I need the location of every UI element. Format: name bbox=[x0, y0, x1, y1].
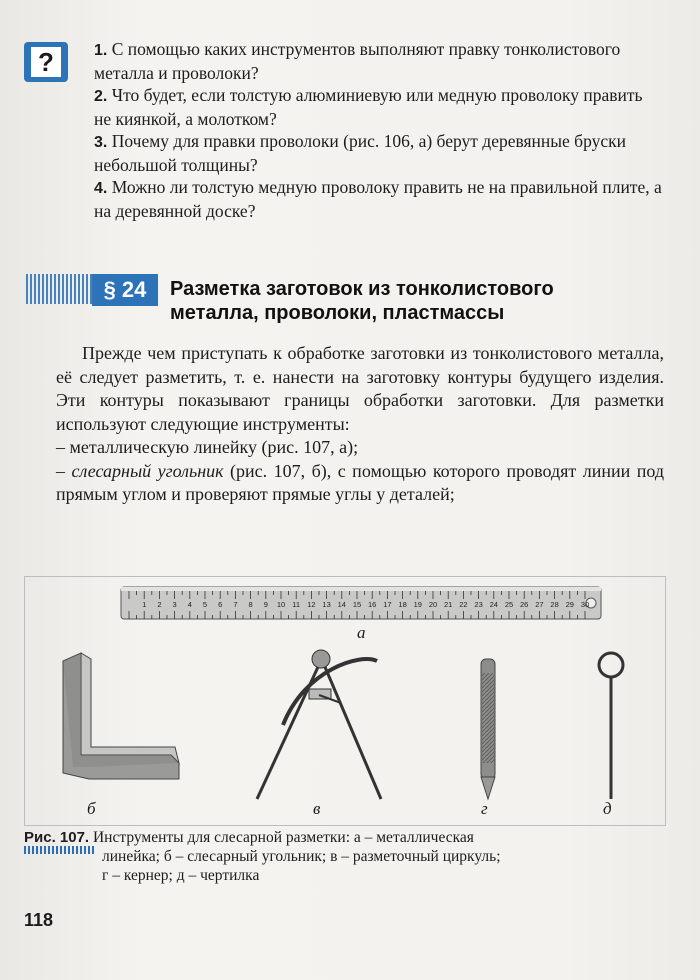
ruler-tick-label: 21 bbox=[444, 600, 453, 609]
ruler-tick-label: 5 bbox=[202, 600, 208, 609]
ruler-tick-label: 4 bbox=[187, 600, 192, 609]
question-mark-icon: ? bbox=[24, 42, 68, 82]
label-scriber: д bbox=[603, 799, 612, 818]
ruler-tick-label: 23 bbox=[474, 600, 483, 609]
question-1: 1. С помощью каких инструментов выполняют правку тонколистового металла и проволоки? bbox=[94, 39, 621, 83]
intro-paragraph: Прежде чем приступать к обработке заготовки из тонколистового металла, её следует разметить, т. е. нанести на заготовку контуры будущего изделия. Эти контуры показывают границы обработки заготовки. Для разметки используют следующие инструменты: bbox=[56, 343, 664, 434]
list-item-ruler: – металлическую линейку (рис. 107, а); bbox=[56, 437, 359, 457]
question-3: 3. Почему для правки проволоки (рис. 106, а) берут деревянные бруски небольшой толщины? bbox=[94, 131, 626, 175]
review-questions bbox=[94, 38, 662, 222]
ruler-tick-label: 1 bbox=[142, 600, 147, 609]
tools-illustration bbox=[25, 577, 665, 825]
metal-ruler bbox=[121, 587, 601, 619]
section-body bbox=[56, 342, 664, 507]
center-punch bbox=[481, 659, 495, 799]
ruler-tick-label: 22 bbox=[459, 600, 468, 609]
section-title: Разметка заготовок из тонколистового металла, проволоки, пластмассы bbox=[170, 278, 554, 324]
engineers-square bbox=[63, 653, 179, 779]
question-2: 2. Что будет, если толстую алюминиевую или медную проволоку править не киянкой, а молотком? bbox=[94, 85, 643, 129]
ruler-tick-label: 9 bbox=[263, 600, 268, 609]
page-number: 118 bbox=[24, 910, 54, 930]
ruler-tick-label: 16 bbox=[368, 600, 377, 609]
list-item-square: – слесарный угольник (рис. 107, б), с помощью которого проводят линии под прямым углом и проверяют прямые углы у деталей; bbox=[56, 460, 664, 504]
ruler-tick-label: 7 bbox=[233, 600, 238, 609]
label-punch: г bbox=[481, 799, 488, 818]
ruler-tick-label: 6 bbox=[218, 600, 223, 609]
ruler-tick-label: 29 bbox=[565, 600, 574, 609]
ruler-tick-label: 28 bbox=[550, 600, 559, 609]
label-ruler: а bbox=[357, 623, 366, 642]
ruler-tick-label: 8 bbox=[248, 600, 253, 609]
section-decor-bar bbox=[26, 274, 96, 304]
ruler-tick-label: 24 bbox=[489, 600, 498, 609]
ruler-tick-label: 10 bbox=[276, 600, 286, 609]
ruler-tick-label: 13 bbox=[322, 600, 331, 609]
ruler-tick-label: 11 bbox=[292, 600, 301, 609]
ruler-tick-label: 18 bbox=[398, 600, 407, 609]
ruler-tick-label: 14 bbox=[337, 600, 346, 609]
ruler-tick-label: 20 bbox=[428, 600, 438, 609]
ruler-tick-label: 12 bbox=[307, 600, 316, 609]
ruler-tick-label: 17 bbox=[383, 600, 392, 609]
ruler-tick-label: 19 bbox=[413, 600, 422, 609]
ruler-tick-label: 30 bbox=[580, 600, 590, 609]
ruler-tick-label: 15 bbox=[352, 600, 362, 609]
ruler-tick-label: 26 bbox=[520, 600, 529, 609]
question-4: 4. Можно ли толстую медную проволоку править не на правильной плите, а на деревянной доске? bbox=[94, 177, 662, 221]
scriber bbox=[599, 653, 623, 799]
ruler-tick-label: 3 bbox=[172, 600, 177, 609]
ruler-tick-label: 27 bbox=[535, 600, 544, 609]
figure-caption: Рис. 107. Инструменты для слесарной разметки: а – металлическая линейка; б – слесарный угольник; в – разметочный циркуль; г – кернер; д – чертилка bbox=[24, 829, 501, 884]
dividers-compass bbox=[257, 650, 381, 799]
label-compass: в bbox=[313, 799, 321, 818]
label-square: б bbox=[87, 799, 96, 818]
ruler-tick-label: 25 bbox=[504, 600, 514, 609]
figure-107 bbox=[24, 576, 666, 826]
section-number: § 24 bbox=[92, 274, 158, 306]
ruler-tick-label: 2 bbox=[157, 600, 162, 609]
